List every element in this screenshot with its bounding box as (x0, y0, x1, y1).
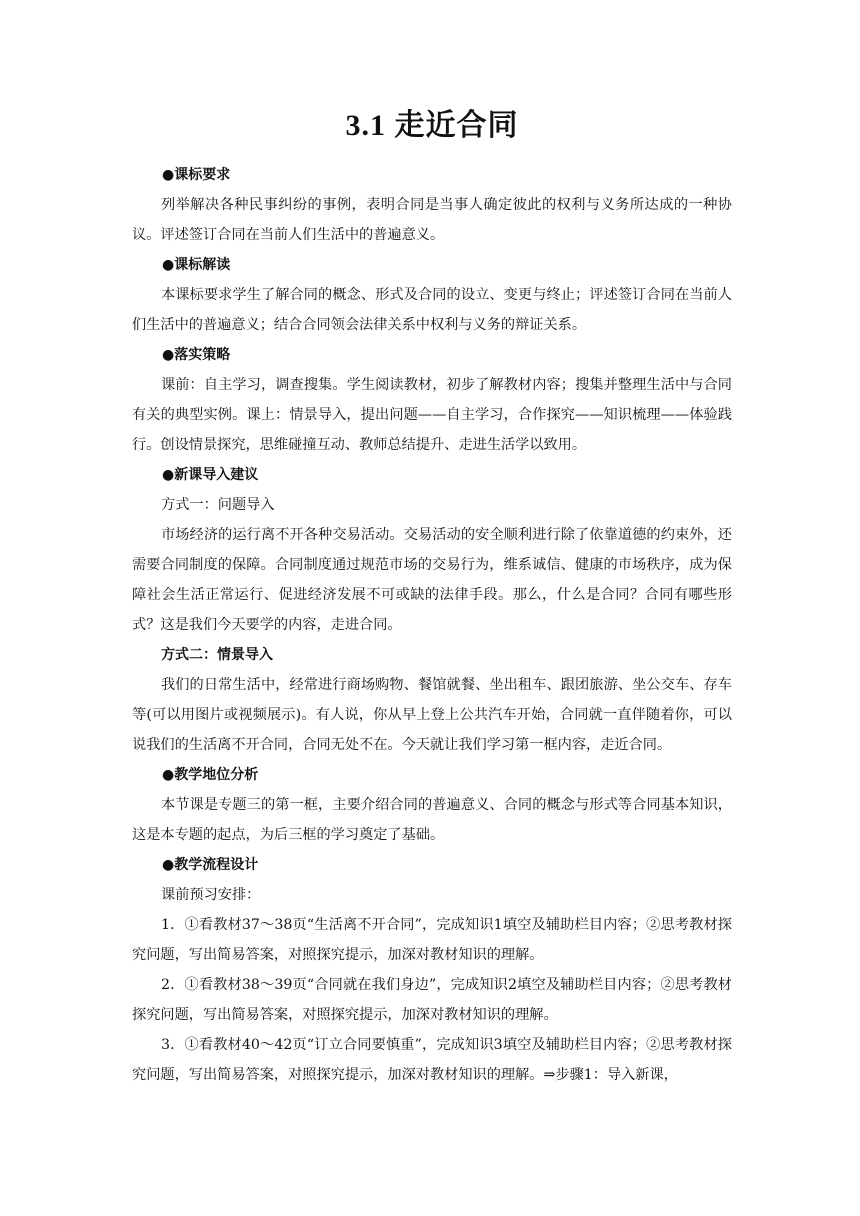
section-heading-process: ●教学流程设计 (162, 857, 259, 873)
section-position (132, 760, 732, 850)
section-heading-standards: ●课标要求 (162, 167, 231, 183)
intro-method1-text: 市场经济的运行离不开各种交易活动。交易活动的安全顺利进行除了依靠道德的约束外，还需要合同制度的保障。合同制度通过规范市场的交易行为，维系诚信、健康的市场秩序，成为保障社会生活正常运行、促进经济发展不可或缺的法律手段。那么，什么是合同？合同有哪些形式？这是我们今天要学的内容，走进合同。 (132, 527, 732, 633)
section-heading-interpretation: ●课标解读 (162, 257, 231, 273)
document-page (132, 100, 732, 1090)
paragraph-position: 本节课是专题三的第一框，主要介绍合同的普遍意义、合同的概念与形式等合同基本知识，这是本专题的起点，为后三框的学习奠定了基础。 (132, 797, 732, 843)
section-heading-intro: ●新课导入建议 (162, 467, 259, 483)
paragraph-interpretation: 本课标要求学生了解合同的概念、形式及合同的设立、变更与终止；评述签订合同在当前人们生活中的普遍意义；结合合同领会法律关系中权利与义务的辩证关系。 (132, 287, 732, 333)
section-process (132, 850, 732, 1090)
process-item-3: 3．①看教材40～42页“订立合同要慎重”，完成知识3填空及辅助栏目内容；②思考教材探究问题，写出简易答案，对照探究提示，加深对教材知识的理解。⇒步骤1：导入新课， (132, 1037, 732, 1083)
page-title: 3.1 走近合同 (345, 109, 519, 142)
process-item-2: 2．①看教材38～39页“合同就在我们身边”，完成知识2填空及辅助栏目内容；②思考教材探究问题，写出简易答案，对照探究提示，加深对教材知识的理解。 (132, 977, 732, 1023)
section-intro (132, 460, 732, 760)
section-interpretation (132, 250, 732, 340)
paragraph-standards: 列举解决各种民事纠纷的事例，表明合同是当事人确定彼此的权利与义务所达成的一种协议。评述签订合同在当前人们生活中的普遍意义。 (132, 197, 732, 243)
intro-method2-text: 我们的日常生活中，经常进行商场购物、餐馆就餐、坐出租车、跟团旅游、坐公交车、存车等(可以用图片或视频展示)。有人说，你从早上登上公共汽车开始，合同就一直伴随着你，可以说我们的生活离不开合同，合同无处不在。今天就让我们学习第一框内容，走近合同。 (132, 677, 732, 753)
paragraph-strategy: 课前：自主学习，调查搜集。学生阅读教材，初步了解教材内容；搜集并整理生活中与合同有关的典型实例。课上：情景导入，提出问题——自主学习，合作探究——知识梳理——体验践行。创设情景探究，思维碰撞互动、教师总结提升、走进生活学以致用。 (132, 377, 732, 453)
intro-method2-label: 方式二：情景导入 (161, 647, 273, 663)
section-heading-position: ●教学地位分析 (162, 767, 259, 783)
process-item-1: 1．①看教材37～38页“生活离不开合同”，完成知识1填空及辅助栏目内容；②思考教材探究问题，写出简易答案，对照探究提示，加深对教材知识的理解。 (132, 917, 732, 963)
section-heading-strategy: ●落实策略 (162, 347, 231, 363)
process-pre-label: 课前预习安排： (161, 887, 261, 903)
section-strategy (132, 340, 732, 460)
intro-method1-label: 方式一：问题导入 (161, 497, 275, 513)
section-standards (132, 160, 732, 250)
